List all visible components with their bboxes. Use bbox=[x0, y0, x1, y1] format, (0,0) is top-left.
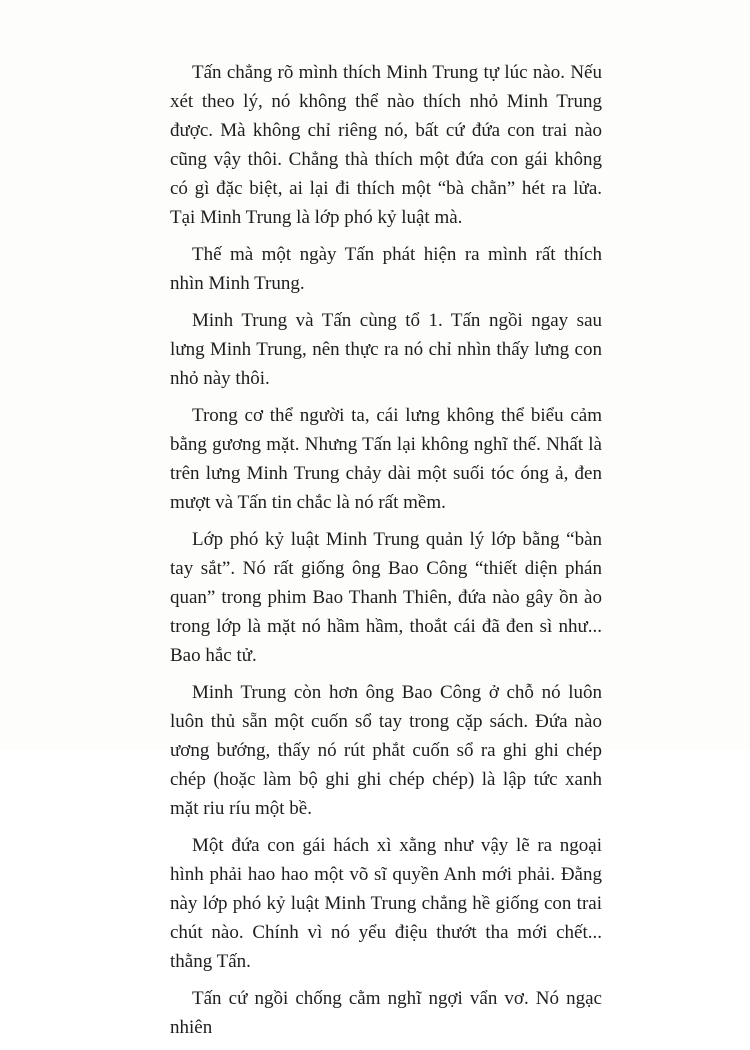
paragraph-5: Lớp phó kỷ luật Minh Trung quản lý lớp bằng “bàn tay sắt”. Nó rất giống ông Bao Công “thiết diện phán quan” trong phim Bao Thanh Thiên, đứa nào gây ồn ào trong lớp là mặt nó hầm hầm, thoắt cái đã đen sì như... Bao hắc tử. bbox=[170, 529, 602, 666]
paragraph-4: Trong cơ thể người ta, cái lưng không thể biểu cảm bằng gương mặt. Nhưng Tấn lại không nghĩ thế. Nhất là trên lưng Minh Trung chảy dài một suối tóc óng ả, đen mượt và Tấn tin chắc là nó rất mềm. bbox=[170, 405, 602, 513]
paragraph-2: Thế mà một ngày Tấn phát hiện ra mình rất thích nhìn Minh Trung. bbox=[170, 244, 602, 294]
paragraph-3: Minh Trung và Tấn cùng tổ 1. Tấn ngồi ngay sau lưng Minh Trung, nên thực ra nó chỉ nhìn thấy lưng con nhỏ này thôi. bbox=[170, 310, 602, 389]
paragraph-6: Minh Trung còn hơn ông Bao Công ở chỗ nó luôn luôn thủ sẵn một cuốn sổ tay trong cặp sách. Đứa nào ương bướng, thấy nó rút phắt cuốn sổ ra ghi ghi chép chép (hoặc làm bộ ghi ghi chép chép) là lập tức xanh mặt riu ríu một bề. bbox=[170, 682, 602, 819]
body-text bbox=[170, 58, 602, 1050]
paragraph-7: Một đứa con gái hách xì xằng như vậy lẽ ra ngoại hình phải hao hao một võ sĩ quyền Anh mới phải. Đằng này lớp phó kỷ luật Minh Trung chẳng hề giống con trai chút nào. Chính vì nó yểu điệu thướt tha mới chết... thằng Tấn. bbox=[170, 835, 602, 972]
paragraph-8: Tấn cứ ngồi chống cằm nghĩ ngợi vẩn vơ. Nó ngạc nhiên bbox=[170, 988, 602, 1038]
paragraph-1: Tấn chẳng rõ mình thích Minh Trung tự lúc nào. Nếu xét theo lý, nó không thể nào thích nhỏ Minh Trung được. Mà không chỉ riêng nó, bất cứ đứa con trai nào cũng vậy thôi. Chẳng thà thích một đứa con gái không có gì đặc biệt, ai lại đi thích một “bà chằn” hét ra lửa. Tại Minh Trung là lớp phó kỷ luật mà. bbox=[170, 62, 602, 228]
